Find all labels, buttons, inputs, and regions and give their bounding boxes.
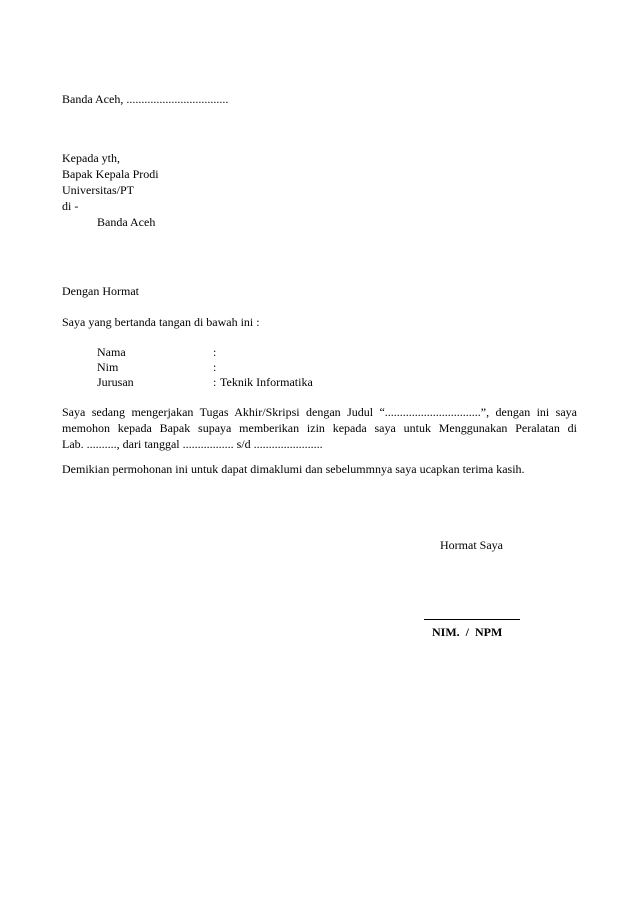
signature-line	[424, 619, 520, 620]
signature-id-label: NIM. / NPM	[432, 625, 503, 639]
intro-text: Saya yang bertanda tangan di bawah ini :	[62, 315, 260, 329]
field-label: Jurusan	[97, 375, 134, 389]
greeting: Dengan Hormat	[62, 284, 139, 298]
recipient-line-2: Bapak Kepala Prodi	[62, 167, 159, 181]
recipient-line-4: di -	[62, 199, 79, 213]
field-value: Teknik Informatika	[220, 375, 313, 389]
field-separator: :	[213, 345, 217, 359]
body-line: Saya sedang mengerjakan Tugas Akhir/Skripsi dengan Judul “................................”, dengan ini saya	[62, 405, 577, 419]
recipient-line-5: Banda Aceh	[97, 215, 156, 229]
recipient-line-3: Universitas/PT	[62, 183, 134, 197]
field-label: Nim	[97, 360, 119, 374]
place-date: Banda Aceh, ..................................	[62, 92, 229, 106]
field-label: Nama	[97, 345, 126, 359]
body-line: Lab. .........., dari tanggal ................. s/d .......................	[62, 437, 323, 451]
body-paragraph	[62, 404, 577, 452]
closing-paragraph: Demikian permohonan ini untuk dapat dimaklumi dan sebelummnya saya ucapkan terima kasih.	[62, 462, 525, 476]
signature-salutation: Hormat Saya	[440, 538, 503, 552]
recipient-line-1: Kepada yth,	[62, 151, 120, 165]
field-separator: :	[213, 375, 217, 389]
body-line: memohon kepada Bapak supaya memberikan izin kepada saya untuk Menggunakan Peralatan di	[62, 421, 577, 435]
field-separator: :	[213, 360, 217, 374]
